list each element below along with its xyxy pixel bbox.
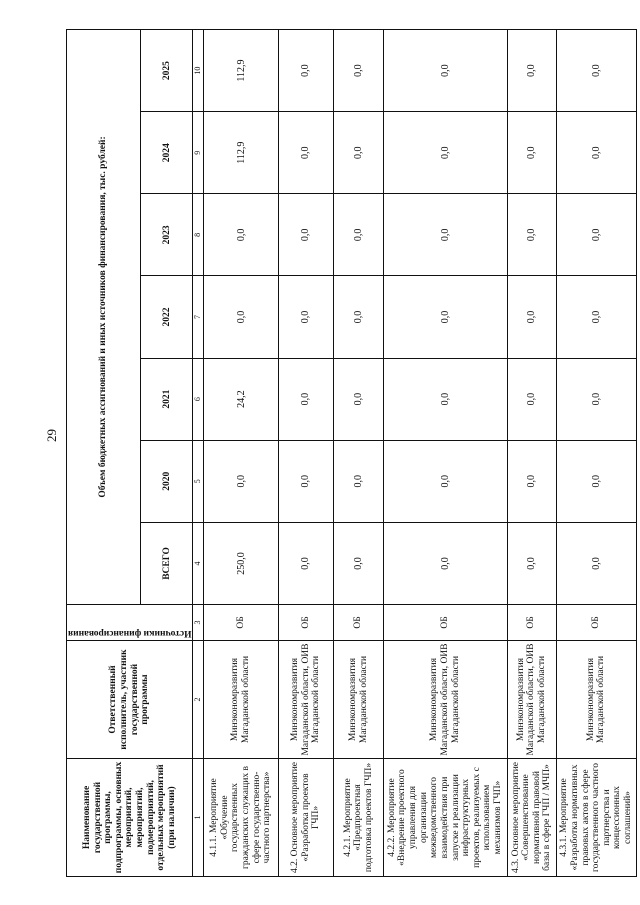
row-value: 0,0	[204, 194, 278, 276]
row-name: 4.2. Основное мероприятие «Разработка проектов ГЧП»	[278, 759, 334, 877]
row-value: 0,0	[507, 276, 557, 358]
header-name: Наименование государственной программы, подпрограммы, основных мероприятий, мероприятий, подмероприятий, отдельных мероприятий (при наличии)	[67, 759, 193, 877]
row-responsible: Минэкономразвития Магаданской области, ОИВ Магаданской области	[278, 641, 334, 759]
budget-table-rotated	[66, 29, 634, 877]
row-source: ОБ	[383, 605, 507, 641]
row-source: ОБ	[278, 605, 334, 641]
row-value: 0,0	[204, 276, 278, 358]
row-value: 0,0	[334, 30, 384, 112]
row-source: ОБ	[204, 605, 278, 641]
row-value: 0,0	[278, 194, 334, 276]
row-value: 0,0	[557, 358, 637, 440]
row-value: 0,0	[334, 358, 384, 440]
row-value: 0,0	[557, 440, 637, 522]
row-value: 112,9	[204, 112, 278, 194]
row-value: 0,0	[278, 358, 334, 440]
row-value: 0,0	[557, 194, 637, 276]
row-value: 0,0	[383, 30, 507, 112]
row-value: 250,0	[204, 522, 278, 604]
row-value: 0,0	[334, 194, 384, 276]
row-value: 0,0	[334, 440, 384, 522]
header-source-text: Источники финансирования	[68, 628, 192, 638]
row-value: 0,0	[507, 522, 557, 604]
index-row	[193, 30, 204, 877]
index-cell: 6	[193, 358, 204, 440]
row-name: 4.3.1. Мероприятие «Разработка нормативных правовых актов в сфере государственного частного партнерства и концессионных соглашений»	[557, 759, 637, 877]
row-value: 0,0	[383, 112, 507, 194]
header-responsible: Ответственный исполнитель, участник государственной программы	[67, 641, 193, 759]
header-year: 2024	[141, 112, 193, 194]
header-year: 2023	[141, 194, 193, 276]
table-row	[204, 30, 278, 877]
page-number: 29	[44, 429, 59, 442]
header-volume: Объем бюджетных ассигнований и иных источников финансирования, тыс. рублей:	[67, 30, 141, 605]
header-row-1	[67, 30, 141, 877]
row-value: 0,0	[557, 112, 637, 194]
index-cell: 1	[193, 759, 204, 877]
row-value: 0,0	[334, 276, 384, 358]
row-value: 24,2	[204, 358, 278, 440]
table-row	[383, 30, 507, 877]
budget-table	[66, 29, 637, 877]
row-value: 0,0	[278, 112, 334, 194]
index-cell: 10	[193, 30, 204, 112]
row-value: 0,0	[383, 358, 507, 440]
index-cell: 4	[193, 522, 204, 604]
row-value: 0,0	[278, 440, 334, 522]
row-value: 0,0	[507, 194, 557, 276]
header-source	[67, 605, 193, 641]
row-source: ОБ	[507, 605, 557, 641]
row-name: 4.3. Основное мероприятие «Совершенствование нормативной правовой базы в сфере ГЧП / МЧП»	[507, 759, 557, 877]
header-year: 2020	[141, 440, 193, 522]
row-name: 4.2.1. Мероприятие «Предпроектная подготовка проектов ГЧП»	[334, 759, 384, 877]
header-total: ВСЕГО	[141, 522, 193, 604]
table-row	[507, 30, 557, 877]
row-value: 0,0	[507, 30, 557, 112]
header-year: 2021	[141, 358, 193, 440]
row-value: 0,0	[334, 112, 384, 194]
row-value: 0,0	[507, 358, 557, 440]
row-responsible: Минэкономразвития Магаданской области	[334, 641, 384, 759]
row-value: 0,0	[278, 522, 334, 604]
index-cell: 5	[193, 440, 204, 522]
row-value: 0,0	[383, 522, 507, 604]
index-cell: 3	[193, 605, 204, 641]
index-cell: 2	[193, 641, 204, 759]
row-value: 0,0	[278, 30, 334, 112]
row-source: ОБ	[557, 605, 637, 641]
table-row	[278, 30, 334, 877]
row-value: 112,9	[204, 30, 278, 112]
row-value: 0,0	[507, 112, 557, 194]
row-responsible: Минэкономразвития Магаданской области, ОИВ Магаданской области	[507, 641, 557, 759]
row-value: 0,0	[557, 522, 637, 604]
row-value: 0,0	[278, 276, 334, 358]
row-value: 0,0	[334, 522, 384, 604]
row-source: ОБ	[334, 605, 384, 641]
row-value: 0,0	[557, 276, 637, 358]
row-value: 0,0	[557, 30, 637, 112]
index-cell: 8	[193, 194, 204, 276]
row-value: 0,0	[507, 440, 557, 522]
row-value: 0,0	[204, 440, 278, 522]
row-responsible: Минэкономразвития Магаданской области	[557, 641, 637, 759]
row-value: 0,0	[383, 276, 507, 358]
table-row	[334, 30, 384, 877]
row-responsible: Минэкономразвития Магаданской области	[204, 641, 278, 759]
index-cell: 9	[193, 112, 204, 194]
row-name: 4.1.1. Мероприятие «Обучение государственных гражданских служащих в сфере государственно-частного партнерства»	[204, 759, 278, 877]
table-row	[557, 30, 637, 877]
row-value: 0,0	[383, 194, 507, 276]
row-value: 0,0	[383, 440, 507, 522]
header-year: 2022	[141, 276, 193, 358]
row-responsible: Минэкономразвития Магаданской области, ОИВ Магаданской области	[383, 641, 507, 759]
header-year: 2025	[141, 30, 193, 112]
row-name: 4.2.2. Мероприятие «Внедрение проектного управления для организации межведомственного взаимодействия при запуске и реализации инфраструктурных проектов, реализуемых с использованием механизмов ГЧП»	[383, 759, 507, 877]
index-cell: 7	[193, 276, 204, 358]
